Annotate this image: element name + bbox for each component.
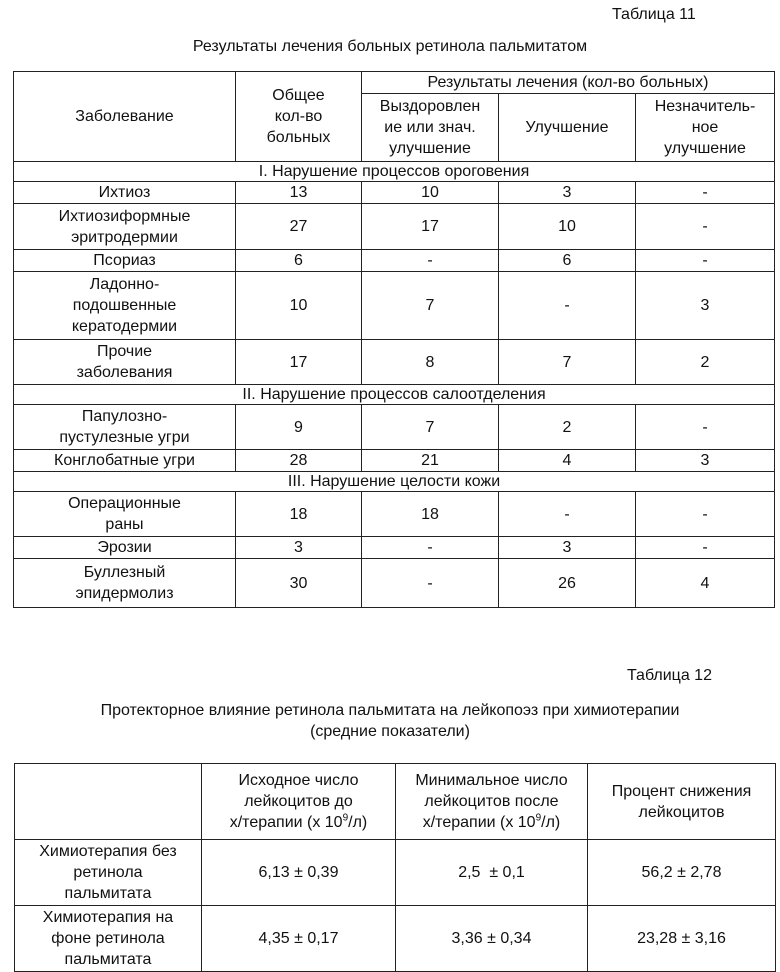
improvement-cell: - xyxy=(499,492,636,537)
disease-cell: Конглобатные угри xyxy=(14,450,236,472)
initial-cell: 6,13 ± 0,39 xyxy=(202,840,396,906)
minor-cell: - xyxy=(636,405,775,450)
header-recovery-line: Выздоровлен xyxy=(379,98,481,115)
table11-title: Результаты лечения больных ретинола пальмитатом xyxy=(192,38,588,55)
minor-cell: - xyxy=(636,250,775,272)
header-improvement: Улучшение xyxy=(499,94,636,162)
improvement-cell: - xyxy=(499,272,636,340)
table-row xyxy=(15,840,776,906)
table-row xyxy=(15,906,776,972)
total-cell: 9 xyxy=(236,405,362,450)
header-recovery-line: улучшение xyxy=(389,140,471,157)
improvement-cell: 6 xyxy=(499,250,636,272)
header-minor-line: Незначитель- xyxy=(654,98,756,115)
recovery-cell: 18 xyxy=(362,492,499,537)
minor-cell: 3 xyxy=(636,450,775,472)
recovery-cell: - xyxy=(362,250,499,272)
total-cell: 10 xyxy=(236,272,362,340)
improvement-cell: 10 xyxy=(499,204,636,250)
total-cell: 6 xyxy=(236,250,362,272)
table12-label: Таблица 12 xyxy=(627,667,712,684)
header-empty xyxy=(15,764,202,840)
total-cell: 28 xyxy=(236,450,362,472)
header-disease: Заболевание xyxy=(14,72,236,162)
disease-cell: Операционные раны xyxy=(14,492,236,537)
header-total-line: Общее xyxy=(272,87,325,104)
recovery-cell: 10 xyxy=(362,182,499,204)
total-cell: 17 xyxy=(236,340,362,385)
table-row xyxy=(14,182,775,204)
table12-title-line: Протекторное влияние ретинола пальмитата на лейкопоэз при химиотерапии xyxy=(100,702,680,719)
improvement-cell: 7 xyxy=(499,340,636,385)
improvement-cell: 26 xyxy=(499,559,636,608)
header-minor-line: ное xyxy=(691,119,719,136)
percent-cell: 23,28 ± 3,16 xyxy=(588,906,776,972)
recovery-cell: 17 xyxy=(362,204,499,250)
therapy-name-cell: Химиотерапия без ретинола пальмитата xyxy=(15,840,202,906)
table-row xyxy=(14,492,775,537)
table-row xyxy=(14,340,775,385)
table-row xyxy=(14,405,775,450)
header-recovery-line: ие или знач. xyxy=(384,119,476,136)
table-row xyxy=(14,204,775,250)
table-11 xyxy=(13,71,775,608)
table12-title xyxy=(0,700,780,742)
total-cell: 30 xyxy=(236,559,362,608)
minor-cell: 2 xyxy=(636,340,775,385)
minor-cell: - xyxy=(636,204,775,250)
table-row xyxy=(14,559,775,608)
header-percent: Процент снижения лейкоцитов xyxy=(588,764,776,840)
recovery-cell: 21 xyxy=(362,450,499,472)
disease-cell: Эрозии xyxy=(14,537,236,559)
disease-cell: Папулозно- пустулезные угри xyxy=(14,405,236,450)
recovery-cell: - xyxy=(362,537,499,559)
minor-cell: 4 xyxy=(636,559,775,608)
section-title: III. Нарушение целости кожи xyxy=(14,472,775,492)
disease-cell: Буллезный эпидермолиз xyxy=(14,559,236,608)
total-cell: 18 xyxy=(236,492,362,537)
section-title: I. Нарушение процессов ороговения xyxy=(14,162,775,182)
minimal-cell: 2,5 ± 0,1 xyxy=(396,840,588,906)
disease-cell: Ихтиоз xyxy=(14,182,236,204)
recovery-cell: 7 xyxy=(362,405,499,450)
improvement-cell: 4 xyxy=(499,450,636,472)
table-row xyxy=(14,450,775,472)
improvement-cell: 3 xyxy=(499,182,636,204)
minimal-cell: 3,36 ± 0,34 xyxy=(396,906,588,972)
header-total xyxy=(236,72,362,162)
table12-title-line: (средние показатели) xyxy=(310,723,470,740)
table-row xyxy=(14,537,775,559)
header-results: Результаты лечения (кол-во больных) xyxy=(362,72,775,94)
minor-cell: - xyxy=(636,182,775,204)
improvement-cell: 3 xyxy=(499,537,636,559)
disease-cell: Псориаз xyxy=(14,250,236,272)
header-initial: Исходное число лейкоцитов до х/терапии (х $10^9/л$) xyxy=(202,764,396,840)
therapy-name-cell: Химиотерапия на фоне ретинола пальмитата xyxy=(15,906,202,972)
header-minimal: Минимальное число лейкоцитов после х/терапии (х $10^9/л$) xyxy=(396,764,588,840)
table-row xyxy=(14,250,775,272)
recovery-cell: - xyxy=(362,559,499,608)
initial-cell: 4,35 ± 0,17 xyxy=(202,906,396,972)
improvement-cell: 2 xyxy=(499,405,636,450)
header-total-line: кол-во xyxy=(274,108,323,125)
percent-cell: 56,2 ± 2,78 xyxy=(588,840,776,906)
recovery-cell: 8 xyxy=(362,340,499,385)
disease-cell: Прочие заболевания xyxy=(14,340,236,385)
total-cell: 3 xyxy=(236,537,362,559)
total-cell: 13 xyxy=(236,182,362,204)
disease-cell: Ихтиозиформные эритродермии xyxy=(14,204,236,250)
header-minor-line: улучшение xyxy=(664,140,746,157)
disease-cell: Ладонно- подошвенные кератодермии xyxy=(14,272,236,340)
recovery-cell: 7 xyxy=(362,272,499,340)
section-title: II. Нарушение процессов салоотделения xyxy=(14,385,775,405)
header-minor xyxy=(636,94,775,162)
table-12 xyxy=(14,763,776,972)
total-cell: 27 xyxy=(236,204,362,250)
table11-label: Таблица 11 xyxy=(612,6,696,23)
table-row xyxy=(14,272,775,340)
minor-cell: - xyxy=(636,492,775,537)
header-total-line: больных xyxy=(266,129,331,146)
minor-cell: - xyxy=(636,537,775,559)
header-recovery xyxy=(362,94,499,162)
minor-cell: 3 xyxy=(636,272,775,340)
